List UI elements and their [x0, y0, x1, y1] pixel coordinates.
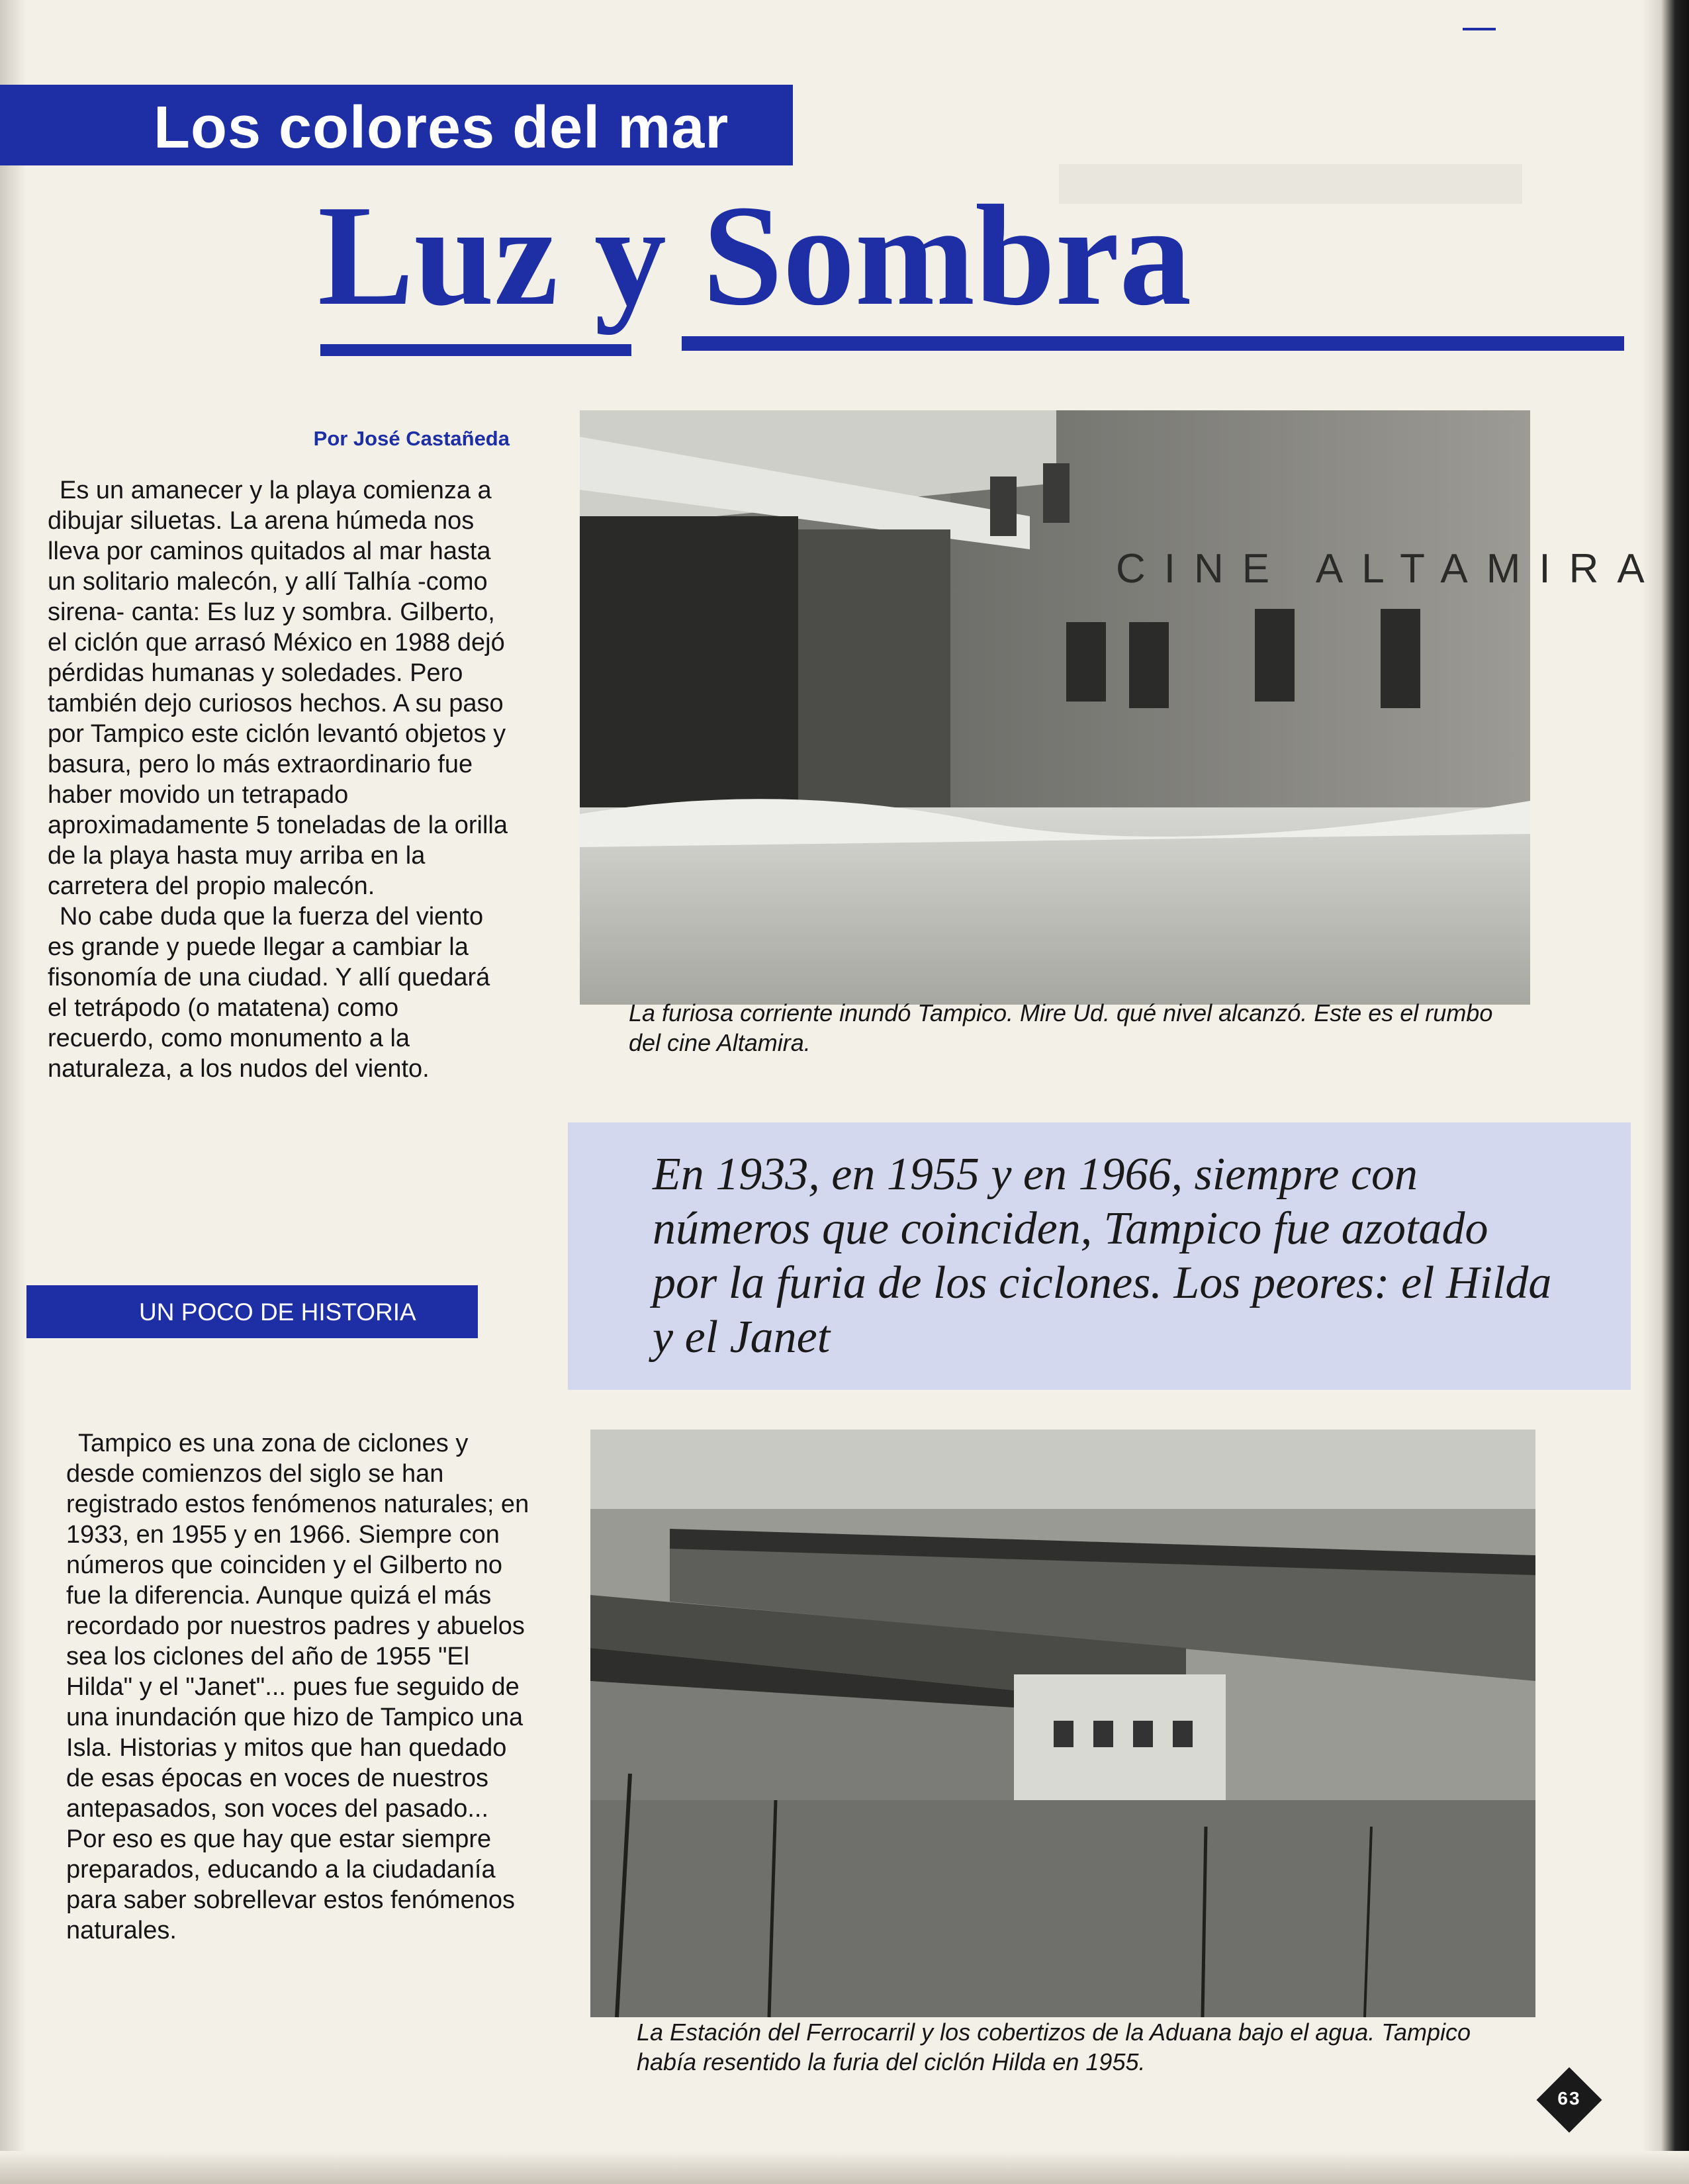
corner-mark	[1463, 28, 1496, 30]
byline: Por José Castañeda	[313, 427, 510, 450]
page-edge-bottom	[0, 2151, 1689, 2184]
section-banner	[0, 85, 793, 165]
intro-text	[48, 475, 511, 1084]
photo-railway-station	[590, 1430, 1535, 2017]
station-flood-photo-drawing	[590, 1430, 1535, 2017]
pull-quote: En 1933, en 1955 y en 1966, siempre con números que coinciden, Tampico fue azotado por la furia de los ciclones. Los peores: el Hilda y el Janet	[653, 1149, 1552, 1363]
intro-paragraph: No cabe duda que la fuerza del viento es grande y puede llegar a cambiar la fisonomía de una ciudad. Y allí quedará el tetrápodo (o matatena) como recuerdo, como monumento a la naturaleza, a los nudos del viento.	[48, 903, 490, 1083]
title-underline-right	[682, 336, 1624, 351]
subheading-bar	[26, 1285, 478, 1338]
history-text	[66, 1428, 529, 1946]
article-title: Luz y Sombra	[318, 176, 1192, 336]
photo-caption-2: La Estación del Ferrocarril y los cobertizos de la Aduana bajo el agua. Tampico había resentido la furia del ciclón Hilda en 1955.	[637, 2019, 1471, 2075]
history-paragraph: Tampico es una zona de ciclones y desde comienzos del siglo se han registrado estos fenómenos naturales; en 1933, en 1955 y en 1966. Siempre con números que coinciden y el Gilberto no fue la diferencia. Aunque quizá el más recordado por nuestros padres y abuelos sea los ciclones del año de 1955 "El Hilda" y el "Janet"... pues fue seguido de una inundación que hizo de Tampico una Isla. Historias y mitos que han quedado de esas épocas en voces de nuestros antepasados, son voces del pasado... Por eso es que hay que estar siempre preparados, educando a la ciudadanía para saber sobrellevar estos fenómenos naturales.	[66, 1430, 529, 1944]
section-label: Los colores del mar	[154, 95, 729, 161]
pull-quote-box	[568, 1122, 1631, 1390]
page-edge-left	[0, 0, 26, 2184]
photo-cine-altamira	[580, 410, 1663, 1005]
photo-caption-1: La furiosa corriente inundó Tampico. Mire Ud. qué nivel alcanzó. Este es el rumbo del cine Altamira.	[629, 999, 1493, 1056]
subheading: UN POCO DE HISTORIA	[139, 1298, 416, 1326]
cinema-flood-photo-drawing	[580, 410, 1663, 1005]
title-underline-left	[320, 344, 631, 356]
cinema-sign: CINE ALTAMIRA	[1116, 546, 1663, 592]
page-edge-right	[1643, 0, 1689, 2184]
page-number: 63	[1557, 2088, 1581, 2109]
intro-paragraph: Es un amanecer y la playa comienza a dibujar siluetas. La arena húmeda nos lleva por caminos quitados al mar hasta un solitario malecón, y allí Talhía -como sirena- canta: Es luz y sombra. Gilberto, el ciclón que arrasó México en 1988 dejó pérdidas humanas y soledades. Pero también dejo curiosos hechos. A su paso por Tampico este ciclón levantó objetos y basura, pero lo más extraordinario fue haber movido un tetrapado aproximadamente 5 toneladas de la orilla de la playa hasta muy arriba en la carretera del propio malecón.	[48, 477, 508, 900]
